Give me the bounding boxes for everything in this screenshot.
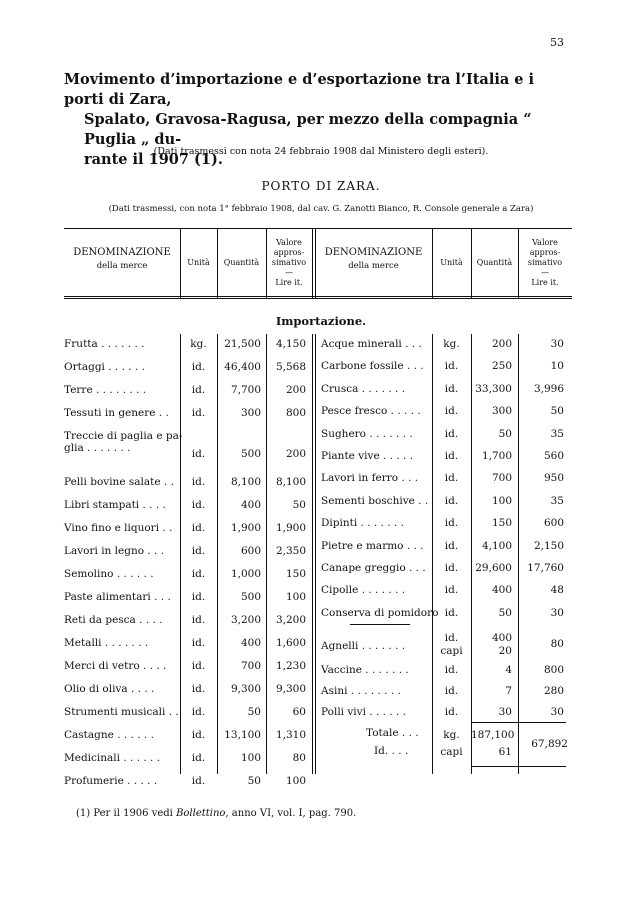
row-unit: id. [191, 660, 206, 672]
row-qty: 3,200 [230, 614, 261, 626]
row-unit: id. [191, 637, 206, 649]
row-name: Cipolle . . . . . . . [321, 584, 406, 597]
row-unit: id. [444, 584, 459, 597]
row-name: Piante vive . . . . . [321, 450, 414, 462]
page-number: 53 [550, 36, 564, 49]
table-header-rule-2 [64, 298, 572, 299]
row-unit: id. [191, 729, 206, 741]
row-val: 2,350 [275, 545, 306, 557]
row-unit: id. [191, 568, 206, 580]
row-name: Merci di vetro . . . . [64, 660, 167, 672]
row-unit: id. [444, 517, 459, 530]
row-val: 30 [550, 706, 564, 718]
row-val: 35 [550, 494, 564, 507]
row-val: 1,900 [275, 522, 306, 534]
row-val: 200 [285, 448, 306, 460]
row-qty: 8,100 [230, 476, 261, 488]
row-val: 80 [292, 752, 306, 764]
col-divider [315, 334, 316, 774]
row-name: Frutta . . . . . . . [64, 338, 145, 350]
row-qty: 50 [498, 606, 512, 619]
row-name: Pesce fresco . . . . . [321, 405, 421, 418]
row-name: Sementi boschive . . [321, 494, 429, 507]
row-name: Pietre e marmo . . . [321, 539, 424, 552]
row-unit: kg. [443, 338, 460, 350]
row-val: 17,760 [527, 562, 564, 574]
row-qty: 21,500 [224, 338, 261, 350]
section-importazione: Importazione. [275, 314, 367, 328]
row-val: 50 [550, 405, 564, 418]
row-name: Lavori in legno . . . [64, 545, 165, 557]
row-unit: id. [191, 476, 206, 488]
row-unit: id. [444, 632, 459, 644]
footnote: (1) Per il 1906 vedi Bollettino, anno VI, vol. I, pag. 790. [76, 808, 357, 819]
title-line-1: Movimento d’importazione e d’esportazione tra l’Italia e i porti di Zara, [64, 71, 535, 108]
row-name: Ortaggi . . . . . . [64, 361, 145, 373]
row-qty: 500 [240, 591, 261, 603]
row-name: Terre . . . . . . . . [64, 384, 147, 396]
row-qty: 1,900 [230, 522, 261, 534]
row-qty: 9,300 [230, 683, 261, 695]
row-name: Profumerie . . . . . [64, 775, 158, 787]
row-name: Crusca . . . . . . . [321, 382, 406, 395]
title-line-2: Spalato, Gravosa-Ragusa, per mezzo della compagnia “ Puglia „ du- [84, 111, 532, 148]
row-name: Asini . . . . . . . . [321, 685, 401, 697]
row-qty: 250 [491, 360, 512, 373]
row-val: 100 [285, 591, 306, 603]
row-unit: id. [444, 562, 459, 574]
row-name: Agnelli . . . . . . . [321, 640, 406, 652]
row-qty: 50 [247, 706, 261, 718]
row-val: 5,568 [275, 361, 306, 373]
table-header-rule [64, 296, 572, 297]
row-unit: id. [191, 522, 206, 534]
row-qty: 700 [491, 472, 512, 485]
row-val: 30 [550, 338, 564, 350]
row-name: Lavori in ferro . . . [321, 472, 419, 485]
row-val: 3,996 [533, 382, 564, 395]
row-qty: 4,100 [481, 539, 512, 552]
row-val: 60 [292, 706, 306, 718]
row-qty: 150 [491, 517, 512, 530]
row-val: 35 [550, 427, 564, 440]
row-qty: 1,700 [481, 450, 512, 462]
row-qty: 50 [247, 775, 261, 787]
row-name: Acque minerali . . . [321, 338, 422, 350]
hdr-divider [312, 228, 313, 298]
row-val: 200 [285, 384, 306, 396]
row-name: Semolino . . . . . . [64, 568, 154, 580]
row-unit: id. [444, 664, 459, 676]
row-val: 8,100 [275, 476, 306, 488]
row-unit: id. [444, 539, 459, 552]
totale-qty: 61 [498, 746, 512, 758]
header-quantita-right: Quantità [476, 258, 513, 267]
totale-unit: kg. [443, 729, 460, 741]
totale-val: 67,892 [531, 738, 568, 750]
row-unit: id. [191, 752, 206, 764]
row-unit: id. [444, 685, 459, 697]
row-unit: id. [191, 361, 206, 373]
row-qty: 33,300 [475, 382, 512, 395]
row-val: 1,310 [275, 729, 306, 741]
row-unit: id. [191, 448, 206, 460]
row-name: Canape greggio . . . [321, 562, 426, 574]
row-val: 800 [285, 407, 306, 419]
header-denominazione-right: DENOMINAZIONE della merce [324, 247, 423, 271]
row-val: 800 [543, 664, 564, 676]
row-qty: 600 [240, 545, 261, 557]
row-qty: 400 [491, 632, 512, 644]
row-unit: capi [440, 645, 463, 657]
row-qty: 7,700 [230, 384, 261, 396]
row-val: 280 [543, 685, 564, 697]
row-val: 80 [550, 638, 564, 650]
row-unit: id. [191, 407, 206, 419]
row-name: Strumenti musicali . . [64, 706, 179, 718]
row-val: 600 [543, 517, 564, 530]
row-qty: 1,000 [230, 568, 261, 580]
header-quantita: Quantità [223, 258, 260, 267]
row-name: Polli vivi . . . . . . [321, 706, 407, 718]
source-note: (Dati trasmessi con nota 24 febbraio 1908 dal Ministero degli esteri). [153, 146, 489, 157]
row-qty: 4 [505, 664, 512, 676]
row-unit: id. [191, 545, 206, 557]
row-unit: id. [191, 591, 206, 603]
row-qty: 100 [240, 752, 261, 764]
row-val: 150 [285, 568, 306, 580]
row-unit: id. [191, 683, 206, 695]
totale-rule [472, 722, 566, 723]
row-val: 560 [543, 450, 564, 462]
row-qty: 200 [491, 338, 512, 350]
row-unit: id. [444, 450, 459, 462]
separator [350, 624, 410, 625]
row-name: Libri stampati . . . . [64, 499, 166, 511]
row-name: Olio di oliva . . . . [64, 683, 155, 695]
row-name: Medicinali . . . . . . [64, 752, 161, 764]
row-val: 9,300 [275, 683, 306, 695]
row-unit: id. [444, 494, 459, 507]
row-val: 50 [292, 499, 306, 511]
row-val: 4,150 [275, 338, 306, 350]
row-qty: 50 [498, 427, 512, 440]
row-unit: id. [191, 706, 206, 718]
row-qty: 300 [491, 405, 512, 418]
row-name: Dipinti . . . . . . . [321, 517, 404, 530]
header-denominazione: DENOMINAZIONE della merce [73, 247, 171, 271]
col-divider [312, 334, 313, 774]
row-qty: 300 [240, 407, 261, 419]
row-val: 48 [550, 584, 564, 597]
table-top-rule [64, 228, 572, 229]
header-valore-right: Valore appros- simativo — Lire it. [527, 238, 563, 287]
row-qty: 30 [498, 706, 512, 718]
row-val: 1,600 [275, 637, 306, 649]
row-name: Vaccine . . . . . . . [321, 664, 409, 676]
row-name: Treccie di paglia e pa- [64, 430, 183, 442]
header-unita-right: Unità [440, 258, 463, 267]
row-name: Metalli . . . . . . . [64, 637, 149, 649]
title-line-3: rante il 1907 (1). [84, 151, 223, 168]
row-unit: id. [444, 360, 459, 373]
row-val: 30 [550, 606, 564, 619]
row-unit: id. [191, 384, 206, 396]
row-qty: 400 [240, 637, 261, 649]
row-val: 100 [285, 775, 306, 787]
header-valore: Valore appros- simativo — Lire it. [271, 238, 307, 287]
port-heading: PORTO DI ZARA. [261, 179, 381, 193]
row-qty: 46,400 [224, 361, 261, 373]
row-qty: 500 [240, 448, 261, 460]
totale-label-id: Id. . . . [374, 745, 409, 757]
row-unit: id. [444, 382, 459, 395]
totale-bottom-rule [472, 766, 566, 767]
totale-unit: capi [440, 746, 463, 758]
row-name: Paste alimentari . . . [64, 591, 171, 603]
row-name: Conserva di pomidoro [321, 606, 439, 619]
row-unit: id. [444, 472, 459, 485]
row-unit: id. [191, 775, 206, 787]
row-name: Carbone fossile . . . [321, 360, 424, 373]
row-name: Reti da pesca . . . . [64, 614, 163, 626]
row-val: 3,200 [275, 614, 306, 626]
row-unit: id. [444, 405, 459, 418]
row-val: 2,150 [533, 539, 564, 552]
header-unita: Unità [187, 258, 210, 267]
row-qty: 13,100 [224, 729, 261, 741]
row-unit: id. [191, 499, 206, 511]
row-val: 1,230 [275, 660, 306, 672]
row-name-cont: glia . . . . . . . [64, 442, 131, 454]
row-unit: kg. [190, 338, 207, 350]
totale-label: Totale . . . [366, 727, 419, 739]
row-unit: id. [191, 614, 206, 626]
totale-qty: 187,100 [471, 729, 515, 741]
row-name: Vino fino e liquori . . [64, 522, 173, 534]
footnote-journal: Bollettino [176, 808, 226, 819]
row-qty: 20 [498, 645, 512, 657]
row-unit: id. [444, 606, 459, 619]
row-val: 10 [550, 360, 564, 373]
row-name: Castagne . . . . . . [64, 729, 154, 741]
row-unit: id. [444, 706, 459, 718]
row-qty: 400 [491, 584, 512, 597]
row-qty: 700 [240, 660, 261, 672]
row-name: Sughero . . . . . . . [321, 427, 413, 440]
row-qty: 400 [240, 499, 261, 511]
row-qty: 100 [491, 494, 512, 507]
row-qty: 7 [505, 685, 512, 697]
row-name: Tessuti in genere . . [64, 407, 169, 419]
row-name: Pelli bovine salate . . [64, 476, 174, 488]
port-source-note: (Dati trasmessi, con nota 1° febbraio 1908, dal cav. G. Zanotti Bianco, R. Console generale a Zara) [108, 204, 534, 214]
row-unit: id. [444, 427, 459, 440]
row-val: 950 [543, 472, 564, 485]
row-qty: 29,600 [475, 562, 512, 574]
